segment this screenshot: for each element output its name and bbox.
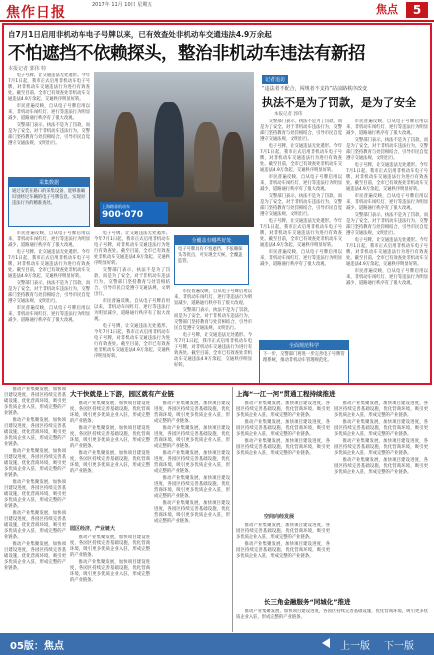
prev-page-button[interactable]: 上一版 (340, 641, 370, 652)
section-title: 焦点 (376, 3, 398, 16)
lower-headline-left[interactable]: 大干快就是上下游，园区就有产业链 (70, 390, 174, 398)
article-body-left-2: 市民普遍反映，自从电子号牌启用以来，非机动车闯红灯、逆行等违法行为明显减少，道路通行秩序有了很大改观。 电子号牌，让交通违法无处遁形。今年7月1日起，我市正式启用非机动车电子号牌，对非机动车交通违法行为进行有效查处。截至目前，全市已有效查处非机动车交通违法4.9万余起，交通秩序明显好转。 交警部门表示，执法不是为了罚款，而是为了安全。对于非机动车违法行为，交警部门坚持教育与处罚相结合，引导市民自觉遵守交通法规，文明出行。 市民普遍反映，自从电子号牌启用以来，非机动车闯红灯、逆行等违法行为明显减少，道路通行秩序有了很大改观。 (8, 231, 90, 323)
sidebar-text: 通过安装在路口的采集设备，能够准确识别经过车辆的电子号牌信息，实现对违法行为的精准查处。 (12, 189, 86, 206)
lower-subhead-left: 园区经济，产业链大 (70, 526, 116, 532)
plate-caption: 上海路非机动车 900·070 (100, 202, 168, 224)
issue-date: 2017年 11月 10日 星期五 (92, 2, 153, 8)
interview-tag: 记者追访 (262, 75, 288, 84)
lower-col-2b: 推动产业集聚发展，加快项目建设进度，各园区持续完善基础设施，优化营商环境，吸引更多优质企业入驻，形成完整的产业链条。 推动产业集聚发展，加快项目建设进度，各园区持续完善基础设施，优化营商环境，吸引更多优质企业入驻，形成完整的产业链条。 (70, 535, 150, 583)
lower-subhead-mid: 空间向经发展 (264, 514, 295, 520)
regulation-title: 全面规范科学 (260, 341, 348, 350)
article-body-right-2: 市民普遍反映，自从电子号牌启用以来，非机动车闯红灯、逆行等违法行为明显减少，道路通行秩序有了很大改观。 交警部门表示，执法不是为了罚款，而是为了安全。对于非机动车违法行为，交警部门坚持教育与处罚相结合，引导市民自觉遵守交通法规，文明出行。 电子号牌，让交通违法无处遁形。今年7月1日起，我市正式启用非机动车电子号牌，对非机动车交通违法行为进行有效查处。截至目前，全市已有效查处非机动车交通违法4.9万余起，交通秩序明显好转。 市民普遍反映，自从电子号牌启用以来，非机动车闯红灯、逆行等违法行为明显减少，道路通行秩序有了很大改观。 交警部门表示，执法不是为了罚款，而是为了安全。对于非机动车违法行为，交警部门坚持教育与处罚相结合，引导市民自觉遵守交通法规，文明出行。 电子号牌，让交通违法无处遁形。今年7月1日起，我市正式启用非机动车电子号牌，对非机动车交通违法行为进行有效查处。截至目前，全市已有效查处非机动车交通违法4.9万余起，交通秩序明显好转。 市民普遍反映，自从电子号牌启用以来，非机动车闯红灯、逆行等违法行为明显减少，道路通行秩序有了很大改观。 (346, 119, 428, 286)
data-sidebar (8, 177, 90, 227)
lower-col-3: 推动产业集聚发展，加快项目建设进度，各园区持续完善基础设施，优化营商环境，吸引更多优质企业入驻，形成完整的产业链条。 推动产业集聚发展，加快项目建设进度，各园区持续完善基础设施，优化营商环境，吸引更多优质企业入驻，形成完整的产业链条。 推动产业集聚发展，加快项目建设进度，各园区持续完善基础设施，优化营商环境，吸引更多优质企业入驻，形成完整的产业链条。 推动产业集聚发展，加快项目建设进度，各园区持续完善基础设施，优化营商环境，吸引更多优质企业入驻，形成完整的产业链条。 推动产业集聚发展，加快项目建设进度，各园区持续完善基础设施，优化营商环境，吸引更多优质企业入驻，形成完整的产业链条。 (154, 401, 230, 524)
next-page-button[interactable]: 下一版 (384, 641, 414, 652)
regulation-text: 下一步，交警部门将进一步完善电子号牌管理系统，推动非机动车管理规范化。 (263, 352, 345, 363)
article-kicker: 自7月1日启用非机动车电子号牌以来，已有效查处非机动车交通违法4.9万余起 (8, 30, 272, 39)
interview-headline: 执法不是为了罚款，是为了安全 (262, 96, 416, 109)
lower-col-4b: 推动产业集聚发展，加快项目建设进度，各园区持续完善基础设施，优化营商环境，吸引更多优质企业入驻，形成完整的产业链条。 推动产业集聚发展，加快项目建设进度，各园区持续完善基础设施，优化营商环境，吸引更多优质企业入驻，形成完整的产业链条。 (236, 523, 330, 559)
current-page-label: 05版：焦点 (10, 641, 64, 652)
column-divider (232, 387, 233, 632)
lower-col-6: 推动产业集聚发展，加快项目建设进度，各园区持续完善基础设施，优化营商环境，吸引更多优质企业入驻，形成完整的产业链条。 (236, 609, 428, 620)
news-photo (94, 72, 254, 227)
interview-byline: 本报记者 郭伟 (274, 112, 303, 117)
left-arrow-icon[interactable] (322, 638, 330, 648)
article-body-left: 电子号牌，让交通违法无处遁形。今年7月1日起，我市正式启用非机动车电子号牌，对非机动车交通违法行为进行有效查处。截至目前，全市已有效查处非机动车交通违法4.9万余起，交通秩序明显好转。 市民普遍反映，自从电子号牌启用以来，非机动车闯红灯、逆行等违法行为明显减少，道路通行秩序有了很大改观。 交警部门表示，执法不是为了罚款，而是为了安全。对于非机动车违法行为，交警部门坚持教育与处罚相结合，引导市民自觉遵守交通法规，文明出行。 (8, 73, 90, 146)
lower-col-5: 推动产业集聚发展，加快项目建设进度，各园区持续完善基础设施，优化营商环境，吸引更多优质企业入驻，形成完整的产业链条。 推动产业集聚发展，加快项目建设进度，各园区持续完善基础设施，优化营商环境，吸引更多优质企业入驻，形成完整的产业链条。 推动产业集聚发展，加快项目建设进度，各园区持续完善基础设施，优化营商环境，吸引更多优质企业入驻，形成完整的产业链条。 推动产业集聚发展，加快项目建设进度，各园区持续完善基础设施，优化营商环境，吸引更多优质企业入驻，形成完整的产业链条。 (334, 401, 428, 475)
newspaper-logo: 焦作日报 (6, 5, 66, 21)
article-body-center: 电子号牌，让交通违法无处遁形。今年7月1日起，我市正式启用非机动车电子号牌，对非机动车交通违法行为进行有效查处。截至目前，全市已有效查处非机动车交通违法4.9万余起，交通秩序明显好转。 交警部门表示，执法不是为了罚款，而是为了安全。对于非机动车违法行为，交警部门坚持教育与处罚相结合，引导市民自觉遵守交通法规，文明出行。 市民普遍反映，自从电子号牌启用以来，非机动车闯红灯、逆行等违法行为明显减少，道路通行秩序有了很大改观。 电子号牌，让交通违法无处遁形。今年7月1日起，我市正式启用非机动车电子号牌，对非机动车交通违法行为进行有效查处。截至目前，全市已有效查处非机动车交通违法4.9万余起，交通秩序明显好转。 (94, 231, 170, 359)
article-body-right-1: 交警部门表示，执法不是为了罚款，而是为了安全。对于非机动车违法行为，交警部门坚持教育与处罚相结合，引导市民自觉遵守交通法规，文明出行。 电子号牌，让交通违法无处遁形。今年7月1日起，我市正式启用非机动车电子号牌，对非机动车交通违法行为进行有效查处。截至目前，全市已有效查处非机动车交通违法4.9万余起，交通秩序明显好转。 市民普遍反映，自从电子号牌启用以来，非机动车闯红灯、逆行等违法行为明显减少，道路通行秩序有了很大改观。 交警部门表示，执法不是为了罚款，而是为了安全。对于非机动车违法行为，交警部门坚持教育与处罚相结合，引导市民自觉遵守交通法规，文明出行。 电子号牌，让交通违法无处遁形。今年7月1日起，我市正式启用非机动车电子号牌，对非机动车交通违法行为进行有效查处。截至目前，全市已有效查处非机动车交通违法4.9万余起，交通秩序明显好转。 市民普遍反映，自从电子号牌启用以来，非机动车闯红灯、逆行等违法行为明显减少，道路通行秩序有了很大改观。 (260, 119, 342, 267)
lower-headline-right[interactable]: 上海“一江一河”贯通工程持续推进 (236, 390, 336, 398)
footer-bar (0, 633, 434, 655)
lower-articles (2, 387, 432, 632)
masthead (0, 0, 434, 22)
benefits-title: 全覆盖有哪些好处 (175, 236, 248, 245)
regulation-box (259, 340, 349, 384)
article-body-center-2: 市民普遍反映，自从电子号牌启用以来，非机动车闯红灯、逆行等违法行为明显减少，道路通行秩序有了很大改观。 交警部门表示，执法不是为了罚款，而是为了安全。对于非机动车违法行为，交警部门坚持教育与处罚相结合，引导市民自觉遵守交通法规，文明出行。 电子号牌，让交通违法无处遁形。今年7月1日起，我市正式启用非机动车电子号牌，对非机动车交通违法行为进行有效查处。截至目前，全市已有效查处非机动车交通违法4.9万余起，交通秩序明显好转。 (174, 289, 252, 368)
page-number: 5 (406, 2, 428, 18)
lower-headline-right-2[interactable]: 长三角金融服务“同城化”推进 (264, 598, 351, 606)
article-headline: 不怕遮挡不依赖探头，整治非机动车违法有新招 (8, 44, 365, 64)
lower-col-1: 推动产业集聚发展，加快项目建设进度，各园区持续完善基础设施，优化营商环境，吸引更多优质企业入驻，形成完整的产业链条。 推动产业集聚发展，加快项目建设进度，各园区持续完善基础设施，优化营商环境，吸引更多优质企业入驻，形成完整的产业链条。 推动产业集聚发展，加快项目建设进度，各园区持续完善基础设施，优化营商环境，吸引更多优质企业入驻，形成完整的产业链条。 推动产业集聚发展，加快项目建设进度，各园区持续完善基础设施，优化营商环境，吸引更多优质企业入驻，形成完整的产业链条。 推动产业集聚发展，加快项目建设进度，各园区持续完善基础设施，优化营商环境，吸引更多优质企业入驻，形成完整的产业链条。 推动产业集聚发展，加快项目建设进度，各园区持续完善基础设施，优化营商环境，吸引更多优质企业入驻，形成完整的产业链条。 (4, 387, 66, 571)
benefits-box (174, 235, 249, 285)
benefits-text: 电子号牌具有不怕遮挡、不依赖探头等优点，可实现全天候、全覆盖监管。 (178, 247, 243, 264)
lower-col-2: 推动产业集聚发展，加快项目建设进度，各园区持续完善基础设施，优化营商环境，吸引更多优质企业入驻，形成完整的产业链条。 推动产业集聚发展，加快项目建设进度，各园区持续完善基础设施，优化营商环境，吸引更多优质企业入驻，形成完整的产业链条。 推动产业集聚发展，加快项目建设进度，各园区持续完善基础设施，优化营商环境，吸引更多优质企业入驻，形成完整的产业链条。 (70, 401, 150, 474)
lower-col-4: 推动产业集聚发展，加快项目建设进度，各园区持续完善基础设施，优化营商环境，吸引更多优质企业入驻，形成完整的产业链条。 推动产业集聚发展，加快项目建设进度，各园区持续完善基础设施，优化营商环境，吸引更多优质企业入驻，形成完整的产业链条。 推动产业集聚发展，加快项目建设进度，各园区持续完善基础设施，优化营商环境，吸引更多优质企业入驻，形成完整的产业链条。 (236, 401, 330, 456)
article-byline: 本报记者 郭伟 特 (8, 66, 47, 72)
sidebar-title: 采集数据 (9, 178, 89, 187)
interview-subtitle: “违法者不配合，闯规者不支持”站前路秩序改变 (262, 86, 368, 92)
selected-article[interactable] (2, 23, 432, 385)
